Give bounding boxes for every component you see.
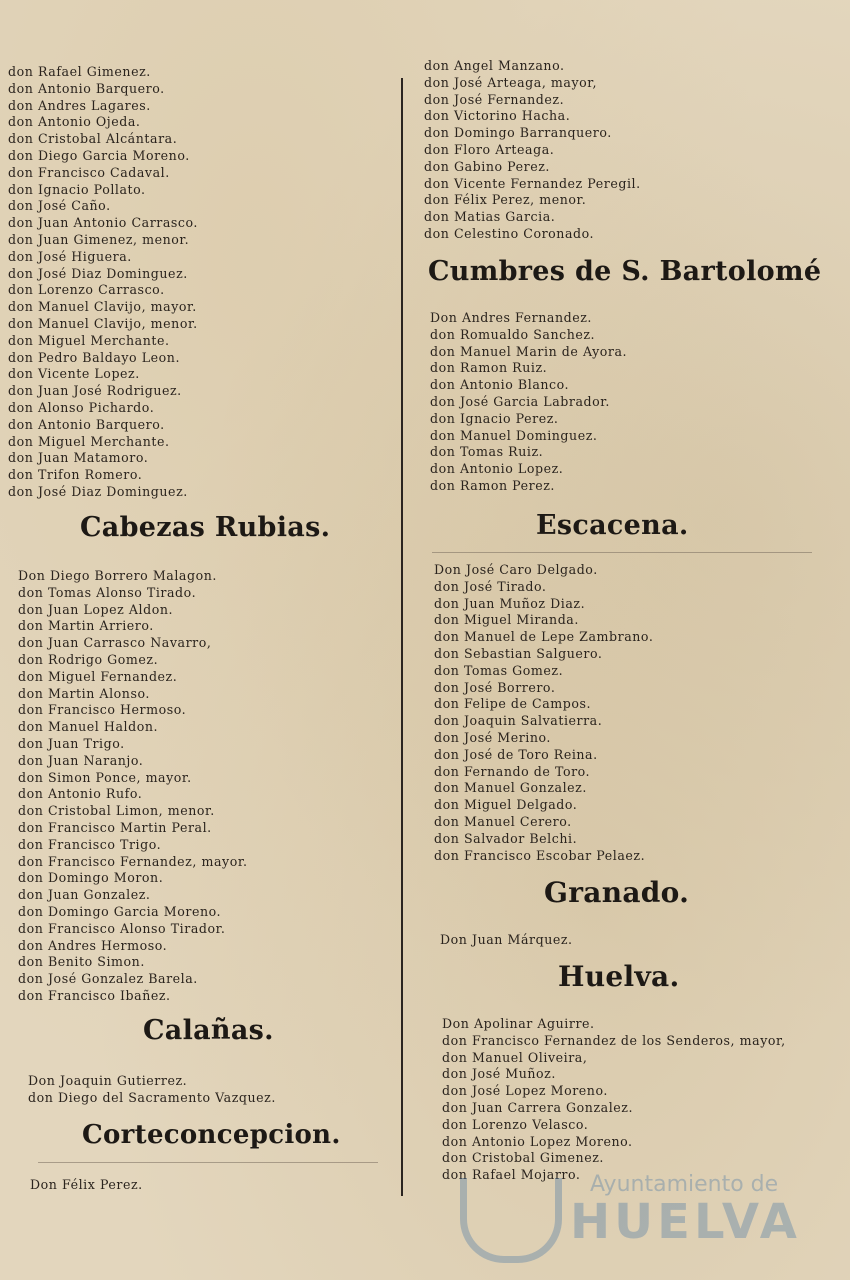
- name-entry: don Domingo Barranquero.: [424, 125, 612, 141]
- name-entry: don Cristobal Limon, menor.: [18, 803, 215, 819]
- name-entry: don Antonio Lopez Moreno.: [442, 1133, 633, 1149]
- name-entry: don Alonso Pichardo.: [8, 399, 155, 415]
- name-entry: don Andres Hermoso.: [18, 937, 168, 953]
- name-list: [430, 310, 627, 495]
- name-entry: don Miguel Merchante.: [8, 332, 170, 348]
- name-entry: don Juan Gimenez, menor.: [8, 231, 190, 247]
- name-entry: don Antonio Barquero.: [8, 416, 165, 432]
- shield-icon: [460, 1178, 562, 1263]
- name-entry: don Vicente Lopez.: [8, 366, 140, 382]
- section-rule: [38, 1162, 378, 1163]
- name-entry: don Juan Naranjo.: [18, 752, 144, 768]
- name-entry: don Domingo Moron.: [18, 870, 164, 886]
- name-entry: don Martin Alonso.: [18, 685, 150, 701]
- name-entry: don Rafael Gimenez.: [8, 64, 151, 79]
- name-entry: don José Tirado.: [434, 578, 547, 594]
- name-entry: don José Gonzalez Barela.: [18, 971, 198, 987]
- name-entry: Don Juan Márquez.: [440, 932, 573, 947]
- name-entry: don Juan Carrasco Navarro,: [18, 635, 212, 651]
- name-entry: Don Joaquin Gutierrez.: [28, 1073, 188, 1088]
- column-divider: [401, 78, 403, 1196]
- name-entry: don Juan Antonio Carrasco.: [8, 215, 198, 231]
- huelva-watermark-logo: [440, 1160, 800, 1270]
- name-entry: don Francisco Trigo.: [18, 836, 162, 852]
- name-entry: don Manuel Marin de Ayora.: [430, 343, 628, 359]
- name-entry: don Tomas Ruiz.: [430, 444, 544, 460]
- name-entry: don Francisco Fernandez, mayor.: [18, 853, 248, 869]
- name-entry: Don Diego Borrero Malagon.: [18, 568, 217, 583]
- name-entry: don Juan Gonzalez.: [18, 887, 151, 903]
- name-entry: don Miguel Fernandez.: [18, 668, 178, 684]
- name-entry: don Gabino Perez.: [424, 158, 550, 174]
- name-entry: Don Apolinar Aguirre.: [442, 1016, 595, 1031]
- watermark-big-text: HUELVA: [570, 1194, 801, 1250]
- name-entry: don Manuel de Lepe Zambrano.: [434, 629, 654, 645]
- name-list: [442, 1016, 786, 1184]
- name-list: [28, 1073, 276, 1107]
- name-entry: don José Muñoz.: [442, 1066, 556, 1082]
- name-entry: don Simon Ponce, mayor.: [18, 769, 192, 785]
- name-entry: don Matias Garcia.: [424, 209, 556, 225]
- name-entry: don Francisco Cadaval.: [8, 164, 170, 180]
- name-entry: don Lorenzo Carrasco.: [8, 282, 165, 298]
- section-heading-granado: Granado.: [544, 876, 690, 909]
- name-entry: don Celestino Coronado.: [424, 225, 595, 241]
- name-entry: don Cristobal Alcántara.: [8, 131, 178, 147]
- name-entry: don Joaquin Salvatierra.: [434, 713, 603, 729]
- name-entry: don Andres Lagares.: [8, 97, 151, 113]
- name-entry: don Sebastian Salguero.: [434, 645, 603, 661]
- name-entry: don Benito Simon.: [18, 954, 145, 970]
- name-entry: don Rafael Mojarro.: [442, 1167, 581, 1183]
- name-entry: don Salvador Belchi.: [434, 830, 578, 846]
- section-heading-cumbres: Cumbres de S. Bartolomé: [428, 256, 822, 287]
- name-entry: don Juan Lopez Aldon.: [18, 601, 174, 617]
- section-heading-escacena: Escacena.: [536, 510, 689, 541]
- name-entry: don Miguel Merchante.: [8, 433, 170, 449]
- name-entry: don José de Toro Reina.: [434, 746, 598, 762]
- name-entry: don Felipe de Campos.: [434, 696, 592, 712]
- name-list: [424, 58, 641, 243]
- name-entry: don Félix Perez, menor.: [424, 192, 587, 208]
- name-entry: don Victorino Hacha.: [424, 108, 571, 124]
- name-entry: don Juan Carrera Gonzalez.: [442, 1099, 634, 1115]
- name-entry: don Manuel Clavijo, mayor.: [8, 299, 197, 315]
- section-heading-corteconcepcion: Corteconcepcion.: [82, 1120, 341, 1150]
- name-entry: don Manuel Cerero.: [434, 813, 572, 829]
- name-entry: don Tomas Gomez.: [434, 662, 564, 678]
- name-list: [440, 932, 573, 949]
- name-entry: don Antonio Blanco.: [430, 377, 570, 393]
- name-entry: don Francisco Escobar Pelaez.: [434, 847, 646, 863]
- name-entry: don José Garcia Labrador.: [430, 393, 610, 409]
- name-entry: don Ignacio Pollato.: [8, 181, 146, 197]
- name-entry: don Vicente Fernandez Peregil.: [424, 175, 641, 191]
- name-entry: don Antonio Lopez.: [430, 461, 564, 477]
- name-entry: don Miguel Delgado.: [434, 797, 578, 813]
- name-entry: don Pedro Baldayo Leon.: [8, 349, 181, 365]
- name-list: [30, 1177, 143, 1194]
- name-entry: don Trifon Romero.: [8, 467, 143, 483]
- name-entry: don Martin Arriero.: [18, 618, 154, 634]
- name-entry: don Ignacio Perez.: [430, 410, 559, 426]
- name-entry: don José Merino.: [434, 729, 551, 745]
- name-entry: don José Arteaga, mayor,: [424, 74, 598, 90]
- name-entry: don Cristobal Gimenez.: [442, 1150, 604, 1166]
- name-entry: don José Lopez Moreno.: [442, 1083, 608, 1099]
- name-entry: don Manuel Oliveira,: [442, 1049, 588, 1065]
- name-list: [434, 562, 653, 864]
- name-entry: don Diego Garcia Moreno.: [8, 147, 190, 163]
- name-entry: don Tomas Alonso Tirado.: [18, 584, 197, 600]
- name-entry: don Domingo Garcia Moreno.: [18, 903, 222, 919]
- section-heading-huelva: Huelva.: [558, 960, 680, 993]
- name-entry: don Juan José Rodriguez.: [8, 383, 182, 399]
- watermark-top-text: Ayuntamiento de: [590, 1172, 779, 1197]
- name-entry: don José Fernandez.: [424, 91, 565, 107]
- name-entry: don Lorenzo Velasco.: [442, 1116, 589, 1132]
- name-entry: don Fernando de Toro.: [434, 763, 591, 779]
- name-entry: don Juan Trigo.: [18, 735, 125, 751]
- name-entry: don Francisco Martin Peral.: [18, 819, 212, 835]
- name-entry: don Antonio Rufo.: [18, 786, 143, 802]
- name-entry: don Romualdo Sanchez.: [430, 326, 596, 342]
- name-entry: don Ramon Ruiz.: [430, 360, 548, 376]
- name-entry: don Miguel Miranda.: [434, 612, 579, 628]
- name-list: [8, 64, 198, 501]
- name-entry: don Angel Manzano.: [424, 58, 565, 73]
- name-entry: don Diego del Sacramento Vazquez.: [28, 1089, 276, 1105]
- name-entry: don Francisco Hermoso.: [18, 702, 187, 718]
- name-entry: don Antonio Ojeda.: [8, 114, 141, 130]
- name-entry: don Juan Matamoro.: [8, 450, 149, 466]
- name-entry: don Floro Arteaga.: [424, 141, 555, 157]
- name-entry: Don José Caro Delgado.: [434, 562, 598, 577]
- section-heading-calanas: Calañas.: [143, 1015, 274, 1046]
- name-entry: don José Caño.: [8, 198, 111, 214]
- name-entry: don Francisco Ibañez.: [18, 987, 171, 1003]
- name-list: [18, 568, 248, 1005]
- section-rule: [432, 552, 812, 553]
- name-entry: don Manuel Gonzalez.: [434, 780, 587, 796]
- section-heading-cabezas-rubias: Cabezas Rubias.: [80, 512, 331, 543]
- name-entry: don Manuel Haldon.: [18, 719, 159, 735]
- name-entry: don Francisco Fernandez de los Senderos, mayor,: [442, 1032, 786, 1048]
- name-entry: don José Higuera.: [8, 248, 132, 264]
- name-entry: Don Félix Perez.: [30, 1177, 143, 1192]
- name-entry: don Manuel Dominguez.: [430, 427, 598, 443]
- name-entry: don Francisco Alonso Tirador.: [18, 920, 226, 936]
- name-entry: don José Diaz Dominguez.: [8, 265, 188, 281]
- name-entry: don Rodrigo Gomez.: [18, 651, 159, 667]
- name-entry: don Juan Muñoz Diaz.: [434, 595, 586, 611]
- name-entry: don José Diaz Dominguez.: [8, 483, 188, 499]
- name-entry: don Ramon Perez.: [430, 477, 555, 493]
- name-entry: don Manuel Clavijo, menor.: [8, 315, 198, 331]
- name-entry: don José Borrero.: [434, 679, 556, 695]
- name-entry: Don Andres Fernandez.: [430, 310, 592, 325]
- name-entry: don Antonio Barquero.: [8, 80, 165, 96]
